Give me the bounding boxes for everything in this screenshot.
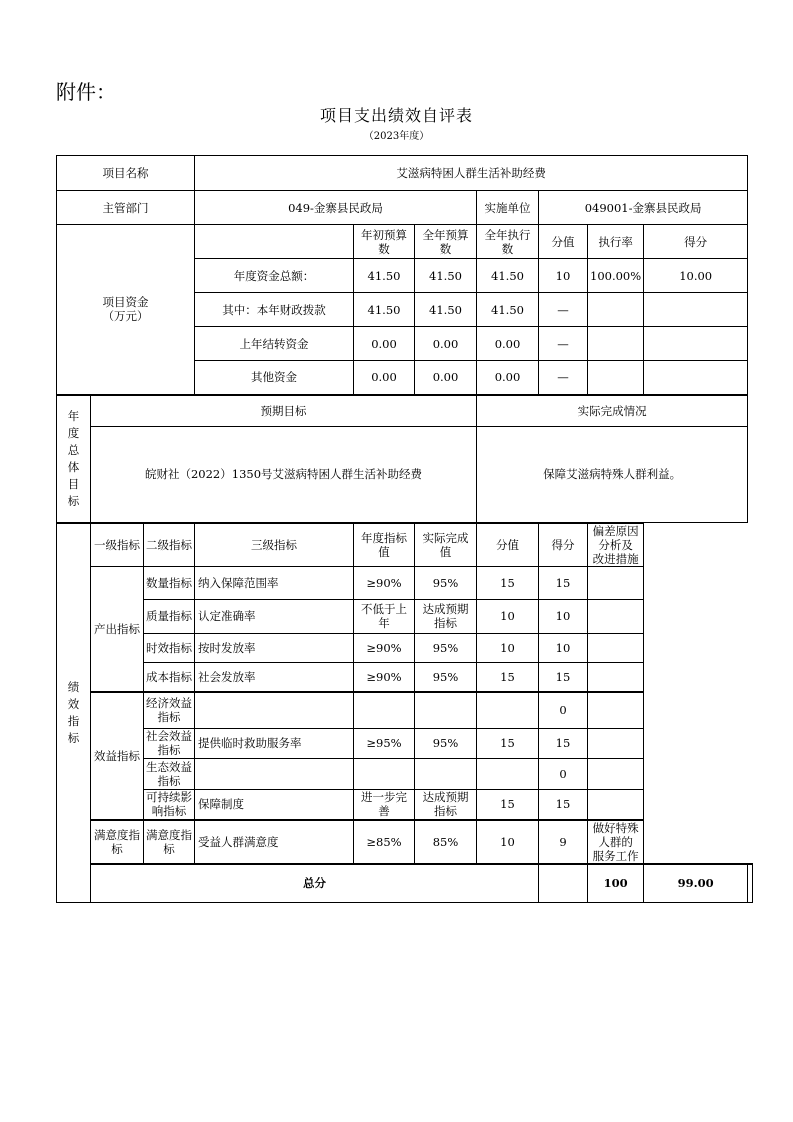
level2-name — [144, 789, 195, 820]
score-value: 15 — [477, 566, 539, 599]
level3-name — [195, 758, 354, 789]
target-value — [354, 633, 415, 662]
score-value: 10 — [477, 599, 539, 633]
actual-value — [415, 758, 477, 789]
indicator-row — [57, 789, 753, 820]
project-name-label: 项目名称 — [57, 156, 195, 191]
funds-annual: 0.00 — [415, 361, 477, 395]
expected-goal-text: 皖财社（2022）1350号艾滋病特困人群生活补助经费 — [91, 427, 477, 523]
actual-header: 实际完成值 — [415, 523, 477, 567]
document-year: （2023年度） — [363, 131, 430, 142]
target-value — [354, 728, 415, 758]
level2-text: 生态效益 指标 — [146, 759, 192, 788]
level2-text: 经济效益 指标 — [146, 696, 192, 725]
score-value: 10 — [477, 633, 539, 662]
score-value: 15 — [477, 662, 539, 692]
level2-text: 时效指标 — [146, 640, 192, 655]
score: 10 — [539, 633, 588, 662]
funds-header-blank — [195, 225, 354, 259]
satisfaction-group-text: 满意度指 标 — [94, 828, 140, 856]
score-value — [477, 692, 539, 728]
deviation — [588, 633, 644, 662]
level3-name: 受益人群满意度 — [195, 820, 354, 864]
funds-header-rate: 执行率 — [588, 225, 644, 259]
satisfaction-group-label — [91, 820, 144, 864]
level2-name — [144, 758, 195, 789]
goals-label — [57, 395, 91, 523]
indicator-row — [57, 692, 753, 728]
target-value — [354, 758, 415, 789]
actual-value — [415, 692, 477, 728]
funds-header-initial: 年初预算数 — [354, 225, 415, 259]
score: 10 — [539, 599, 588, 633]
funds-row-label: 上年结转资金 — [195, 327, 354, 361]
total-score: 99.00 — [644, 864, 748, 902]
target-text: ≥95% — [366, 736, 402, 750]
total-score-value: 100 — [588, 864, 644, 902]
level2-text: 成本指标 — [146, 669, 192, 684]
target-value — [354, 820, 415, 864]
target-value — [354, 566, 415, 599]
benefit-group-label: 效益指标 — [91, 692, 144, 820]
funds-annual: 41.50 — [415, 259, 477, 293]
actual-value — [415, 789, 477, 820]
deviation-header — [588, 523, 644, 567]
funds-rate — [588, 327, 644, 361]
indicator-row — [57, 662, 753, 692]
indicator-row — [57, 599, 753, 633]
score-value-header: 分值 — [477, 523, 539, 567]
target-value — [354, 789, 415, 820]
target-header — [354, 523, 415, 567]
level2-text: 质量指标 — [146, 609, 192, 623]
actual-value — [415, 820, 477, 864]
actual-value — [415, 662, 477, 692]
level2-text: 数量指标 — [146, 575, 192, 590]
department-label: 主管部门 — [57, 191, 195, 225]
level2-name — [144, 599, 195, 633]
target-header-text: 年度指标 值 — [361, 530, 407, 559]
score-value: 15 — [477, 789, 539, 820]
total-deviation-blank — [748, 864, 753, 902]
funds-header-executed: 全年执行数 — [477, 225, 539, 259]
indicator-row — [57, 728, 753, 758]
indicator-row — [57, 633, 753, 662]
actual-text: 达成预期 指标 — [422, 790, 469, 819]
funds-score-value: 10 — [539, 259, 588, 293]
score: 15 — [539, 662, 588, 692]
total-blank — [539, 864, 588, 902]
funds-rate — [588, 293, 644, 327]
funds-rate: 100.00% — [588, 259, 644, 293]
funds-row-label: 其中：本年财政拨款 — [195, 293, 354, 327]
actual-value — [415, 728, 477, 758]
output-group-label: 产出指标 — [91, 566, 144, 692]
project-name-value: 艾滋病特困人群生活补助经费 — [195, 156, 748, 191]
actual-text: 达成预期 指标 — [422, 602, 469, 630]
funds-executed: 0.00 — [477, 327, 539, 361]
level3-name: 纳入保障范围率 — [195, 566, 354, 599]
level2-header: 二级指标 — [144, 523, 195, 567]
funds-score — [644, 327, 748, 361]
deviation — [588, 599, 644, 633]
level3-name: 社会发放率 — [195, 662, 354, 692]
funds-header-score: 得分 — [644, 225, 748, 259]
score-header: 得分 — [539, 523, 588, 567]
score: 0 — [539, 758, 588, 789]
indicator-row — [57, 758, 753, 789]
level1-header: 一级指标 — [91, 523, 144, 567]
funds-score-value: — — [539, 327, 588, 361]
expected-goal-header: 预期目标 — [91, 395, 477, 427]
funds-initial: 41.50 — [354, 259, 415, 293]
funds-label — [57, 225, 195, 395]
level2-text: 社会效益 指标 — [146, 729, 192, 757]
target-text: ≥85% — [366, 835, 402, 849]
actual-text: 95% — [432, 736, 459, 750]
funds-initial: 0.00 — [354, 361, 415, 395]
indicators-label-text: 绩 效 指 标 — [67, 679, 80, 745]
total-label: 总分 — [91, 864, 539, 902]
level3-name: 认定准确率 — [195, 599, 354, 633]
deviation — [588, 566, 644, 599]
deviation-text: 做好特殊人群的 服务工作 — [592, 821, 639, 863]
goals-label-text: 年 度 总 体 目 标 — [67, 408, 80, 508]
actual-goal-header: 实际完成情况 — [477, 395, 748, 427]
actual-value — [415, 566, 477, 599]
actual-value — [415, 633, 477, 662]
unit-value: 049001-金寨县民政局 — [539, 191, 748, 225]
target-text: 进一步完 善 — [361, 790, 407, 819]
level3-name: 按时发放率 — [195, 633, 354, 662]
document-title: 项目支出绩效自评表 — [319, 106, 473, 125]
target-value — [354, 599, 415, 633]
target-text: 不低于上 年 — [361, 602, 407, 630]
deviation — [588, 692, 644, 728]
level2-name — [144, 728, 195, 758]
funds-score-value: — — [539, 361, 588, 395]
level3-name — [195, 692, 354, 728]
level2-text: 可持续影 响指标 — [146, 790, 192, 819]
deviation — [588, 728, 644, 758]
funds-row-label: 年度资金总额： — [195, 259, 354, 293]
funds-executed: 41.50 — [477, 259, 539, 293]
score: 15 — [539, 566, 588, 599]
actual-value — [415, 599, 477, 633]
level3-header: 三级指标 — [195, 523, 354, 567]
funds-label-text: 项目资金 （万元） — [102, 295, 149, 324]
indicators-label — [57, 523, 91, 903]
funds-score — [644, 293, 748, 327]
indicator-row — [57, 820, 753, 864]
funds-header-score-value: 分值 — [539, 225, 588, 259]
score: 9 — [539, 820, 588, 864]
attachment-label: 附件： — [56, 80, 116, 104]
actual-text: 95% — [432, 575, 459, 590]
funds-initial: 41.50 — [354, 293, 415, 327]
total-row — [57, 864, 753, 902]
score: 0 — [539, 692, 588, 728]
level2-name — [144, 692, 195, 728]
level2-name — [144, 662, 195, 692]
actual-text: 85% — [432, 835, 459, 849]
actual-text: 95% — [432, 640, 459, 655]
deviation — [588, 820, 644, 864]
funds-initial: 0.00 — [354, 327, 415, 361]
target-text: ≥90% — [366, 640, 402, 655]
target-value — [354, 662, 415, 692]
deviation — [588, 662, 644, 692]
funds-annual: 0.00 — [415, 327, 477, 361]
unit-label: 实施单位 — [477, 191, 539, 225]
indicator-row — [57, 566, 753, 599]
level2-name — [144, 633, 195, 662]
score-value — [477, 758, 539, 789]
funds-header-annual: 全年预算数 — [415, 225, 477, 259]
level3-name: 提供临时救助服务率 — [195, 728, 354, 758]
funds-executed: 41.50 — [477, 293, 539, 327]
department-value: 049-金寨县民政局 — [195, 191, 477, 225]
deviation — [588, 789, 644, 820]
target-text: ≥90% — [366, 669, 402, 684]
funds-score-value: — — [539, 293, 588, 327]
funds-annual: 41.50 — [415, 293, 477, 327]
target-value — [354, 692, 415, 728]
self-evaluation-table — [56, 155, 753, 903]
funds-row-label: 其他资金 — [195, 361, 354, 395]
funds-executed: 0.00 — [477, 361, 539, 395]
funds-score: 10.00 — [644, 259, 748, 293]
level2-text: 满意度指 标 — [146, 828, 192, 856]
deviation — [588, 758, 644, 789]
level2-name — [144, 566, 195, 599]
actual-goal-text: 保障艾滋病特殊人群利益。 — [477, 427, 748, 523]
level3-name: 保障制度 — [195, 789, 354, 820]
level2-name — [144, 820, 195, 864]
target-text: ≥90% — [366, 575, 402, 590]
funds-rate — [588, 361, 644, 395]
deviation-header-text: 偏差原因分析及 改进措施 — [592, 523, 639, 566]
score: 15 — [539, 728, 588, 758]
actual-text: 95% — [432, 669, 459, 684]
funds-score — [644, 361, 748, 395]
score: 15 — [539, 789, 588, 820]
score-value: 15 — [477, 728, 539, 758]
score-value: 10 — [477, 820, 539, 864]
